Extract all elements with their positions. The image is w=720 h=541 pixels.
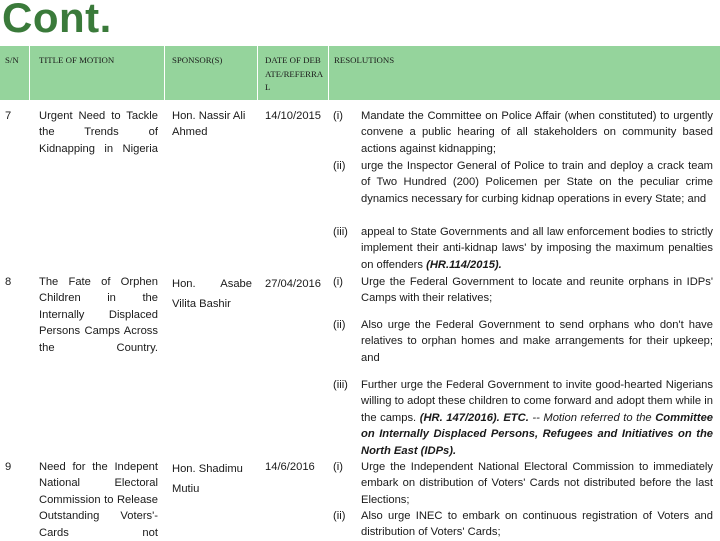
resolution-item [333,274,713,307]
resolution-item [333,377,713,459]
resolution-number: (ii) [333,160,346,172]
resolution-number: (ii) [333,319,346,331]
resolution-text: appeal to State Governments and all law enforcement bodies to strictly implement their anti-kidnap laws' by imposing the maximum penalties on offenders [361,226,713,271]
resolution-text: urge the Inspector General of Police to train and deploy a crack team of Two Hundred (200) Policemen per State on the peculiar crime dynamics necessary for curbing kidnap operations in every State; and [361,160,713,205]
resolution-number: (i) [333,110,343,122]
resolution-item [333,459,713,508]
header-sn: S/N [5,55,19,65]
resolution-text: Mandate the Committee on Police Affair (when constituted) to urgently convene a public hearing of all stakeholders on community based actions against kidnapping; [361,110,713,155]
resolution-item [333,224,713,273]
resolution-item [333,158,713,207]
resolution-text: Also urge INEC to embark on continuous registration of Voters and distribution of Voters' Cards; [361,510,713,539]
header-sponsor: SPONSOR(S) [172,55,223,65]
resolution-text: Urge the Federal Government to locate and reunite orphans in IDPs' Camps with their relatives; [361,276,713,305]
row-date: 14/10/2015 [265,110,321,122]
resolution-reference: (HR. 147/2016). ETC. [419,411,529,424]
column-divider [29,46,30,540]
column-divider [257,46,258,540]
header-title: TITLE OF MOTION [39,55,115,65]
row-title: Urgent Need to Tackle the Trends of Kidnapping in Nigeria [39,110,158,155]
resolution-text-wrap [361,224,713,273]
header-date: DATE OF DEBATE/REFERRAL [265,55,324,92]
resolution-number: (ii) [333,510,346,522]
resolution-reference: (HR.114/2015). [426,258,502,271]
resolution-committee: Committee on Internally Displaced Persons, Refugees and Initiatives on the North East (IDPs). [361,411,714,457]
header-resolutions: RESOLUTIONS [334,55,395,65]
row-sponsor: Hon. Nassir Ali Ahmed [172,110,246,139]
resolution-item [333,508,713,541]
resolution-number: (iii) [333,226,348,238]
row-sn: 9 [5,461,12,473]
resolution-item [333,317,713,366]
resolution-text-wrap [361,377,713,459]
row-title: Need for the Indepent National Electoral Commission to Release Outstanding Voters'- Cards not [39,461,158,539]
row-sn: 8 [5,276,12,288]
row-title: The Fate of Orphen Children in the Internally Displaced Persons Camps Across the Country. [39,276,158,354]
column-divider [328,46,329,540]
row-sponsor: Hon. Shadimu Mutiu [172,463,243,495]
resolution-number: (iii) [333,379,348,391]
resolution-text: Also urge the Federal Government to send orphans who don't have relatives to orphan homes and make arrangements for their upkeep; and [361,319,713,364]
row-date: 14/6/2016 [265,461,315,473]
row-sn: 7 [5,110,12,122]
resolution-number: (i) [333,276,343,288]
row-sponsor: Hon. Asabe Vilita Bashir [172,278,252,310]
resolution-text: Further urge the Federal Government to invite good-hearted Nigerians willing to adopt these children to come forward and adopt them while in the camps. [361,379,713,424]
column-divider [164,46,165,540]
resolution-number: (i) [333,461,343,473]
resolution-text: Urge the Independent National Electoral Commission to immediately embark on distribution of Voters' Cards not distributed before the last Elections; [361,461,713,506]
row-date: 27/04/2016 [265,278,321,290]
resolution-note: -- Motion referred to the [532,411,656,424]
resolution-item [333,108,713,157]
page-title: Cont. [2,0,112,41]
